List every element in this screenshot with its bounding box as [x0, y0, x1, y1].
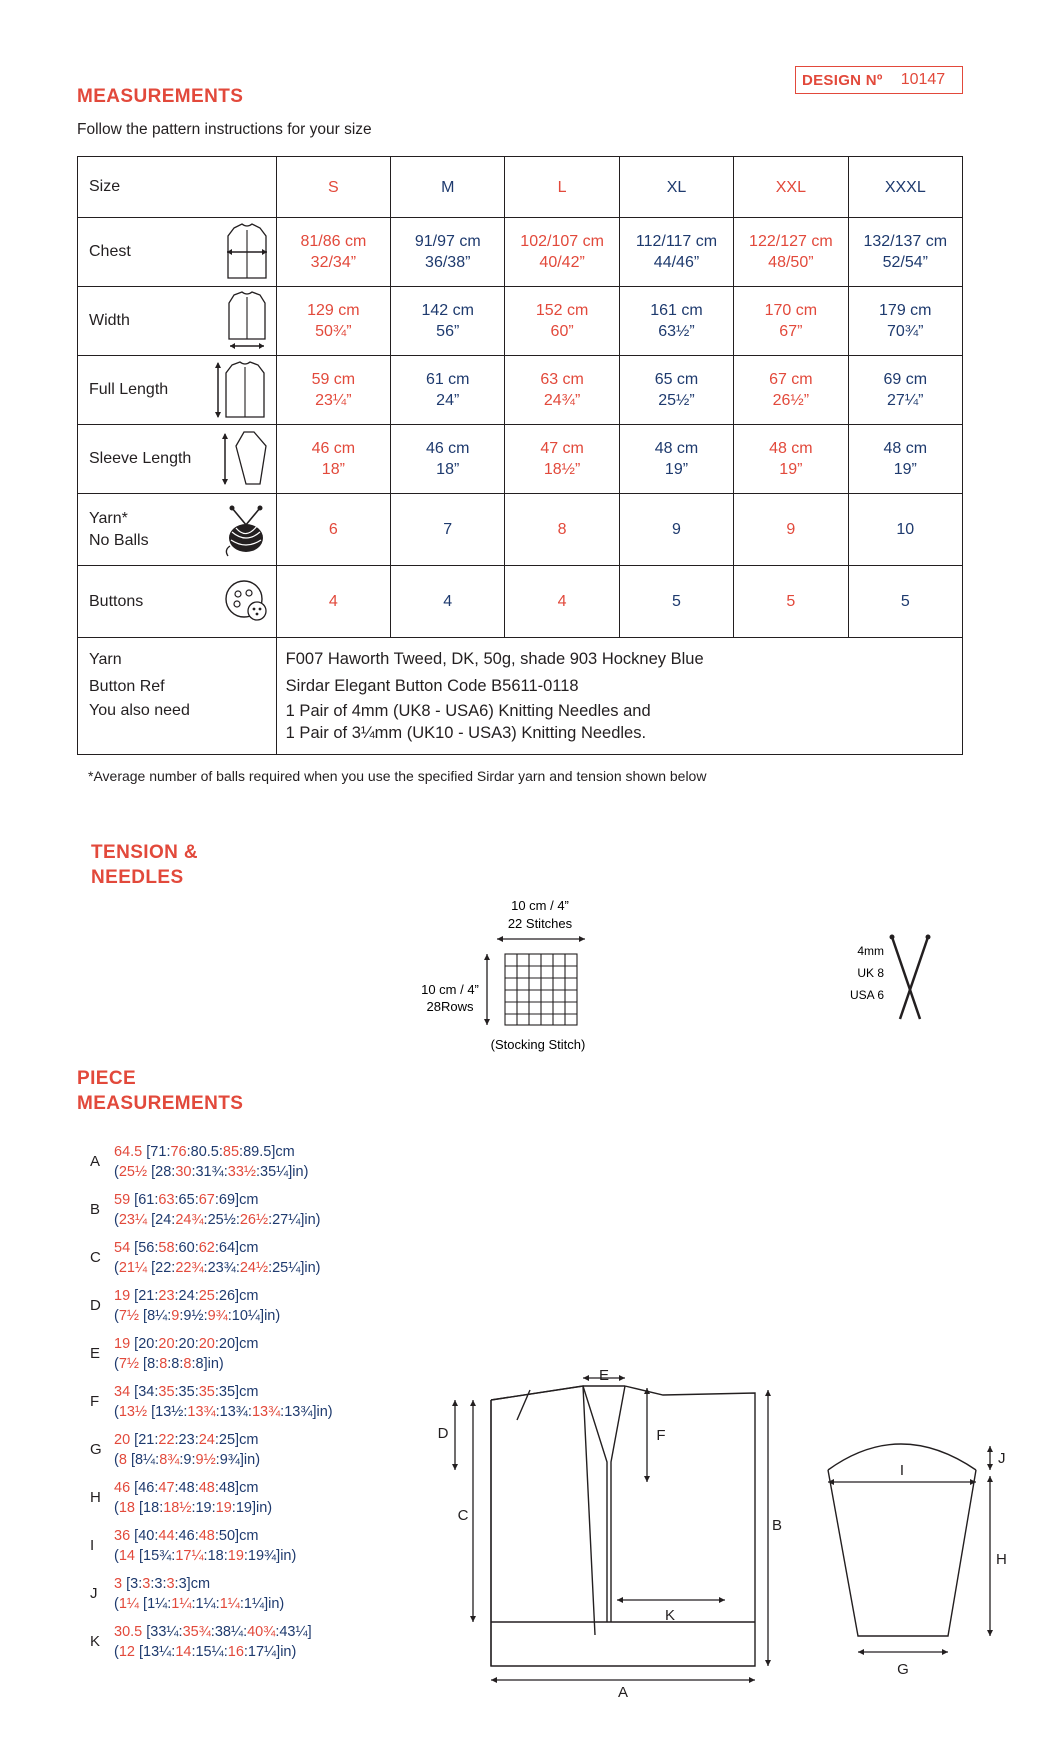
needles-icon: [890, 935, 931, 1020]
chest-icon: [222, 222, 272, 282]
piece-inch-values: (18 [18:18½:19:19:19]in): [114, 1500, 273, 1516]
piece-letter: I: [90, 1537, 95, 1554]
width-value: 129 cm 50¾”: [276, 287, 390, 356]
also-need-label: You also need: [89, 702, 190, 719]
yarn-info-value: F007 Haworth Tweed, DK, 50g, shade 903 Hockney Blue: [285, 650, 704, 668]
diagram-label-k: K: [664, 1607, 676, 1624]
measurements-heading: MEASUREMENTS: [77, 86, 244, 107]
button-ref-value: Sirdar Elegant Button Code B5611-0118: [285, 677, 579, 695]
sleeve-length-row: [78, 425, 963, 494]
yarn-balls-value: 7: [391, 494, 505, 566]
needle-usa-label: USA 6: [849, 988, 884, 1002]
size-header: XXXL: [848, 157, 962, 218]
yarn-ball-icon: [222, 502, 272, 558]
diagram-label-e: E: [598, 1366, 610, 1384]
measurements-subtitle: Follow the pattern instructions for your size: [77, 121, 372, 138]
piece-letter: K: [90, 1633, 101, 1650]
yarn-balls-value: 8: [505, 494, 619, 566]
button-icon: [222, 577, 272, 627]
piece-letter: J: [90, 1585, 98, 1602]
diagram-label-d: D: [437, 1425, 449, 1442]
piece-cm-values: 64.5 [71:76:80.5:85:89.5]cm: [114, 1144, 295, 1160]
also-need-line-1: 1 Pair of 4mm (UK8 - USA6) Knitting Needles and: [285, 702, 651, 720]
needle-mm-label: 4mm: [857, 944, 884, 958]
stitch-grid: [505, 954, 577, 1025]
piece-inch-values: (1¼ [1¼:1¼:1¼:1¼:1¼]in): [114, 1596, 285, 1612]
buttons-value: 5: [848, 566, 962, 638]
sleeve-length-value: 47 cm 18½”: [505, 425, 619, 494]
piece-inch-values: (13½ [13½:13¾:13¾:13¾:13¾]in): [114, 1404, 333, 1420]
piece-inch-values: (8 [8¼:8¾:9:9½:9¾]in): [114, 1452, 261, 1468]
piece-inch-values: (25½ [28:30:31¾:33½:35¼]in): [114, 1164, 309, 1180]
gauge-rows-label: 28Rows: [426, 999, 474, 1014]
chest-row: [78, 218, 963, 287]
buttons-row: [78, 566, 963, 638]
full-length-row: [78, 356, 963, 425]
full-length-value: 61 cm 24”: [391, 356, 505, 425]
diagram-label-a: A: [617, 1684, 629, 1701]
yarn-balls-value: 9: [734, 494, 848, 566]
diagram-label-j: J: [998, 1450, 1006, 1467]
piece-cm-values: 20 [21:22:23:24:25]cm: [114, 1432, 259, 1448]
sleeve-length-icon: [220, 428, 272, 490]
chest-value: 112/117 cm 44/46”: [619, 218, 733, 287]
width-label: Width: [89, 312, 130, 329]
full-length-icon: [212, 359, 272, 421]
piece-cm-values: 19 [20:20:20:20:20]cm: [114, 1336, 259, 1352]
chest-value: 102/107 cm 40/42”: [505, 218, 619, 287]
needle-uk-label: UK 8: [857, 966, 884, 980]
piece-letter: E: [90, 1345, 101, 1362]
piece-cm-values: 59 [61:63:65:67:69]cm: [114, 1192, 259, 1208]
tension-gauge-diagram: [405, 892, 605, 1062]
diagram-label-b: B: [772, 1517, 783, 1534]
stitch-type-label: (Stocking Stitch): [490, 1037, 586, 1052]
chest-label: Chest: [89, 243, 131, 260]
width-value: 152 cm 60”: [505, 287, 619, 356]
buttons-value: 5: [734, 566, 848, 638]
design-number-box: [795, 66, 963, 94]
diagram-label-i: I: [899, 1462, 905, 1479]
piece-letter: H: [90, 1489, 101, 1506]
full-length-label-cell: [78, 356, 277, 425]
materials-values: [276, 638, 962, 755]
width-value: 170 cm 67”: [734, 287, 848, 356]
sleeve-length-label-cell: [78, 425, 277, 494]
piece-inch-values: (23¼ [24:24¾:25½:26½:27¼]in): [114, 1212, 321, 1228]
size-header: XXL: [734, 157, 848, 218]
piece-cm-values: 3 [3:3:3:3:3]cm: [114, 1576, 211, 1592]
size-row: [78, 157, 963, 218]
chest-label-cell: [78, 218, 277, 287]
piece-inch-values: (12 [13¼:14:15¼:16:17¼]in): [114, 1644, 297, 1660]
yarn-balls-value: 9: [619, 494, 733, 566]
chest-value: 81/86 cm 32/34”: [276, 218, 390, 287]
materials-row: [78, 638, 963, 755]
full-length-value: 65 cm 25½”: [619, 356, 733, 425]
also-need-line-2: 1 Pair of 3¼mm (UK10 - USA3) Knitting Needles.: [285, 724, 647, 742]
diagram-label-c: C: [457, 1507, 469, 1524]
sleeve-length-label: Sleeve Length: [89, 450, 192, 467]
chest-value: 91/97 cm 36/38”: [391, 218, 505, 287]
piece-inch-values: (21¼ [22:22¾:23¾:24½:25¼]in): [114, 1260, 321, 1276]
buttons-value: 4: [276, 566, 390, 638]
piece-inch-values: (7½ [8¼:9:9½:9¾:10¼]in): [114, 1308, 281, 1324]
buttons-value: 5: [619, 566, 733, 638]
size-header: L: [505, 157, 619, 218]
chest-value: 122/127 cm 48/50”: [734, 218, 848, 287]
width-value: 161 cm 63½”: [619, 287, 733, 356]
piece-cm-values: 54 [56:58:60:62:64]cm: [114, 1240, 259, 1256]
sleeve-length-value: 48 cm 19”: [848, 425, 962, 494]
buttons-value: 4: [391, 566, 505, 638]
buttons-value: 4: [505, 566, 619, 638]
cardigan-body-diagram: [425, 1366, 783, 1701]
full-length-value: 69 cm 27¼”: [848, 356, 962, 425]
piece-letter: A: [90, 1153, 101, 1170]
sleeve-length-value: 48 cm 19”: [734, 425, 848, 494]
width-label-cell: [78, 287, 277, 356]
yarn-balls-row: [78, 494, 963, 566]
yarn-footnote: *Average number of balls required when you use the specified Sirdar yarn and tension shown below: [88, 768, 707, 784]
chest-value: 132/137 cm 52/54”: [848, 218, 962, 287]
sleeve-length-value: 48 cm 19”: [619, 425, 733, 494]
piece-cm-values: 46 [46:47:48:48:48]cm: [114, 1480, 259, 1496]
design-label: DESIGN Nº: [802, 71, 883, 89]
full-length-label: Full Length: [89, 381, 169, 398]
sleeve-length-value: 46 cm 18”: [276, 425, 390, 494]
size-header: S: [276, 157, 390, 218]
piece-cm-values: 36 [40:44:46:48:50]cm: [114, 1528, 259, 1544]
piece-measurements-heading: PIECE MEASUREMENTS: [77, 1068, 244, 1114]
diagram-label-g: G: [897, 1661, 909, 1678]
piece-cm-values: 30.5 [33¼:35¾:38¼:40¾:43¼]: [114, 1624, 312, 1640]
yarn-label: Yarn*: [89, 509, 128, 527]
gauge-width-label: 10 cm / 4”: [511, 898, 569, 913]
piece-inch-values: (7½ [8:8:8:8:8]in): [114, 1356, 224, 1372]
size-label-cell: [78, 157, 277, 218]
piece-letter: B: [90, 1201, 101, 1218]
piece-inch-values: (14 [15¾:17¼:18:19:19¾]in): [114, 1548, 297, 1564]
width-row: [78, 287, 963, 356]
sleeve-length-value: 46 cm 18”: [391, 425, 505, 494]
yarn-balls-value: 10: [848, 494, 962, 566]
gauge-height-label: 10 cm / 4”: [421, 982, 479, 997]
size-header: XL: [619, 157, 733, 218]
size-label: Size: [89, 178, 121, 195]
tension-heading: TENSION & NEEDLES: [91, 842, 199, 888]
gauge-stitches-label: 22 Stitches: [507, 916, 573, 931]
width-value: 142 cm 56”: [391, 287, 505, 356]
design-number: 10147: [900, 71, 946, 88]
full-length-value: 67 cm 26½”: [734, 356, 848, 425]
width-icon: [222, 291, 272, 351]
piece-letter: D: [90, 1297, 101, 1314]
width-value: 179 cm 70¾”: [848, 287, 962, 356]
buttons-label-cell: [78, 566, 277, 638]
yarn-balls-value: 6: [276, 494, 390, 566]
buttons-label: Buttons: [89, 592, 144, 610]
measurements-table: [77, 156, 963, 755]
yarn-info-label: Yarn: [89, 651, 122, 668]
piece-cm-values: 34 [34:35:35:35:35]cm: [114, 1384, 259, 1400]
sleeve-diagram: [800, 1438, 1010, 1698]
knitting-needles-diagram: [840, 935, 940, 1025]
piece-letter: G: [90, 1441, 102, 1458]
yarn-balls-label-cell: [78, 494, 277, 566]
diagram-label-f: F: [656, 1427, 666, 1444]
no-balls-label: No Balls: [89, 531, 149, 549]
button-ref-label: Button Ref: [89, 678, 165, 695]
size-header: M: [391, 157, 505, 218]
diagram-label-h: H: [996, 1551, 1007, 1568]
full-length-value: 63 cm 24¾”: [505, 356, 619, 425]
piece-letter: F: [90, 1393, 100, 1410]
full-length-value: 59 cm 23¼”: [276, 356, 390, 425]
piece-cm-values: 19 [21:23:24:25:26]cm: [114, 1288, 259, 1304]
materials-labels: [78, 638, 277, 755]
piece-letter: C: [90, 1249, 101, 1266]
